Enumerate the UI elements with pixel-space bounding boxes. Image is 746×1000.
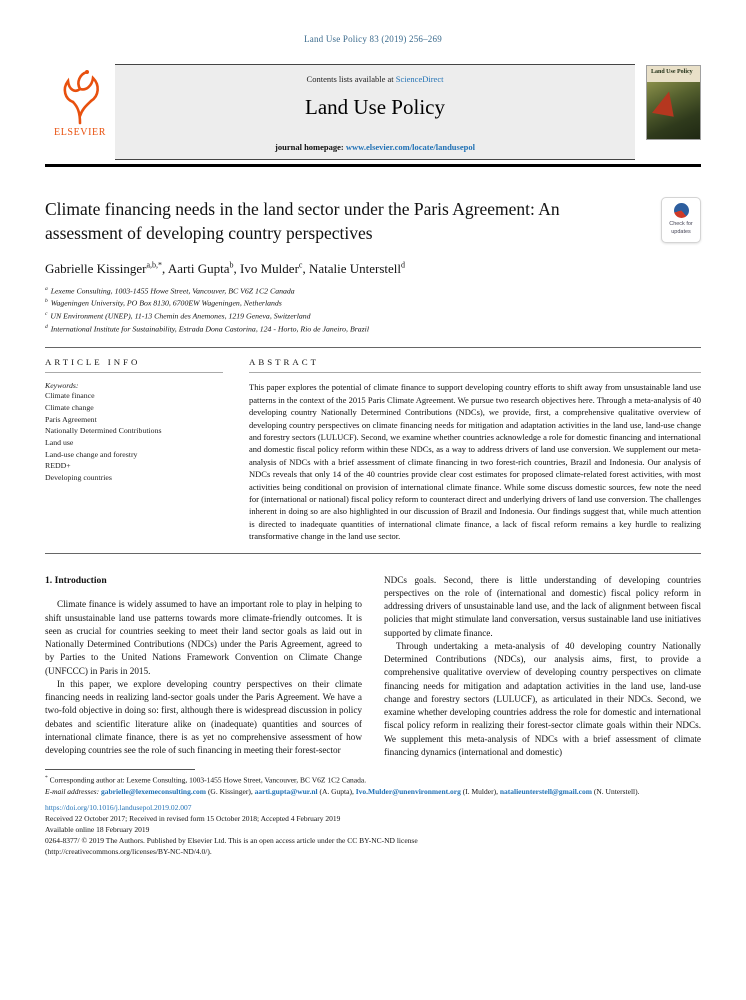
footnotes — [45, 769, 701, 797]
affiliation-list — [45, 285, 701, 336]
body-column-right — [384, 574, 701, 760]
license-line: (http://creativecommons.org/licenses/BY-NC-ND/4.0/). — [45, 846, 212, 856]
keyword: Paris Agreement — [45, 414, 97, 424]
author-list — [45, 260, 701, 276]
body-paragraph: In this paper, we explore developing country perspectives on their climate financing needs in realizing land-sector goals under the Paris Agreement. We have a two-fold objective in doing so: first, although there is widespread discussion in policy debates and scientific literature alike on (inadequate) quantities and sources of international climate finance, there is as yet no comprehensive assessment of how developing countries see the role of such financing in meeting their forest-sector — [45, 678, 362, 756]
body-column-left — [45, 574, 362, 760]
sciencedirect-link[interactable]: ScienceDirect — [395, 74, 444, 84]
check-for-updates-badge[interactable] — [661, 197, 701, 243]
elsevier-logo — [45, 64, 115, 160]
email-label: E-mail addresses: — [45, 786, 101, 796]
homepage-label: journal homepage: — [275, 142, 346, 152]
abstract-column — [249, 357, 701, 542]
author: Ivo Mulder$^c$, — [240, 260, 309, 276]
contents-prefix: Contents lists available at — [306, 74, 396, 84]
cover-title: Land Use Policy — [651, 69, 693, 75]
email-link[interactable]: Ivo.Mulder@unenvironment.org — [355, 786, 461, 796]
journal-cover-thumbnail[interactable] — [646, 65, 701, 140]
email-link[interactable]: gabrielle@lexemeconsulting.com — [100, 786, 207, 796]
journal-header — [45, 64, 701, 160]
affiliation: $^b$ Wageningen University, PO Box 8130, 6700EW Wageningen, Netherlands — [45, 298, 282, 308]
article-info-column — [45, 357, 223, 542]
affiliation: $^c$ UN Environment (UNEP), 11-13 Chemin des Anemones, 1219 Geneva, Switzerland — [45, 310, 311, 321]
journal-title: Land Use Policy — [305, 95, 445, 119]
author-affil-sup: a,b,* — [146, 260, 163, 270]
info-abstract-section — [45, 347, 701, 553]
abstract-heading: ABSTRACT — [249, 357, 701, 373]
elsevier-wordmark: ELSEVIER — [53, 127, 107, 138]
doi-link[interactable]: https://doi.org/10.1016/j.landusepol.2019.02.007 — [45, 803, 192, 813]
received-line: Received 22 October 2017; Received in revised form 15 October 2018; Accepted 4 February 2019 — [45, 813, 341, 823]
elsevier-tree-icon — [58, 69, 102, 125]
author: Aarti Gupta$^b$, — [167, 260, 241, 276]
title-row — [45, 197, 701, 245]
article-body — [45, 574, 701, 760]
footnote-rule — [45, 769, 195, 770]
body-paragraph: Through undertaking a meta-analysis of 40 developing country Nationally Determined Contributions (NDCs), our analysis aims, first, to provide a comprehensive qualitative overview of developing country perspectives on climate financing needs for mitigation and adaptation activities in the land use, land-use change and forestry sectors (LULUCF), as articulated in their NDCs. Second, we examine whether developing countries address the role for domestic and international fiscal policy reform in realizing their forest-sector climate goals within their NDCs. We supplement this meta-analysis of NDCs with a brief assessment of climate financing dynamics (international and domestic) — [384, 640, 701, 757]
keywords-label: Keywords: — [45, 381, 79, 391]
homepage-line — [115, 142, 635, 152]
contents-line — [115, 65, 635, 84]
article-info-heading: ARTICLE INFO — [45, 357, 223, 373]
body-paragraph: NDCs goals. Second, there is little understanding of developing countries perspectives on the role of (international and domestic) fiscal policy reform in addressing drivers of unsustainable land use, and the lack of alignment between fiscal policies that might stimulate land conversation, versus sustainable land use initiatives supported by climate finance. — [384, 574, 701, 638]
available-line: Available online 18 February 2019 — [45, 824, 150, 834]
journal-citation: Land Use Policy 83 (2019) 256–269 — [304, 34, 442, 44]
homepage-link[interactable]: www.elsevier.com/locate/landusepol — [345, 142, 475, 152]
author-affil-sup: c — [298, 260, 303, 270]
cover-column — [635, 64, 701, 160]
email-addresses-note: E-mail addresses: gabrielle@lexemeconsulting.com (G. Kissinger), aarti.gupta@wur.nl (A. Gupta), Ivo.Mulder@unenvironment.org (I. Mulder), natalieunterstell@gmail.com (N. Unterstell). — [45, 786, 640, 796]
author: Gabrielle Kissinger$^{a,b,*}$, — [45, 260, 168, 276]
check-badge-label: Check for updates — [669, 221, 693, 235]
author: Natalie Unterstell$^d$ — [308, 260, 406, 276]
keyword: REDD+ — [45, 461, 71, 471]
crossmark-icon — [674, 203, 689, 218]
article-meta-footer — [45, 803, 701, 857]
affiliation: $^d$ International Institute for Sustainability, Estrada Dona Castorina, 124 - Horto, Rio de Janeiro, Brazil — [45, 323, 370, 334]
abstract-text: This paper explores the potential of climate finance to support developing country efforts to shift away from unsustainable land use patterns in the context of the 2015 Paris Climate Agreement. We pursue two research objectives here. Through a meta-analysis of 40 developing country Nationally Determined Contributions (NDCs), we provide, first, a comprehensive qualitative overview of developing country perspectives on climate financing needs for mitigation and adaptation activities in the land use, land-use change and forestry sectors (LULUCF). Second, we examine whether countries acknowledge a role for domestic financing and international and domestic fiscal policy reform within these NDCs, as a way to address drivers of land use conversion. We supplement our meta-analysis of NDCs with a brief assessment of climate financing in two forest-rich countries, Brazil and Indonesia. Our analysis of NDCs reveals that only 14 of the 40 countries provide clear cost estimates for proposed climate-related forest activities, with most activities being conditional on provision of international climate finance. While some discuss domestic sources, few note the need for (international or national) fiscal policy reform to counteract direct and underlying drivers of land use conversion. The challenges inherent in doing so are also highlighted in our discussion of Brazil and Indonesia. Our findings suggest that, while much attention is directed to inadequate quantities of international climate finance, a lack of fiscal reform remains a key hurdle to realizing transformative change in the land use sector. — [249, 382, 701, 542]
keyword: Nationally Determined Contributions — [45, 426, 162, 436]
cover-art — [647, 82, 700, 139]
corresponding-author-note: * Corresponding author at: Lexeme Consulting, 1003-1455 Howe Street, Vancouver, BC V6Z 1C2 Canada. — [45, 775, 367, 785]
author-affil-sup: b — [229, 260, 234, 270]
doi-line — [45, 803, 701, 814]
keyword: Land-use change and forestry — [45, 449, 138, 459]
body-paragraph: Climate finance is widely assumed to have an important role to play in helping to shift unsustainable land use patterns towards more climate-friendly outcomes. It is seen as crucial for countries seeking to meet their land sector goals as laid out in Nationally Determined Contributions (NDCs) under the Paris Agreement, agreed to by Parties to the United Nations Framework Convention on Climate Change (UNFCCC) in Paris in 2015. — [45, 599, 362, 676]
email-link[interactable]: aarti.gupta@wur.nl — [254, 786, 318, 796]
keyword: Land use — [45, 438, 74, 448]
journal-masthead — [115, 64, 635, 160]
author-affil-sup: d — [401, 260, 406, 270]
keyword: Developing countries — [45, 473, 112, 483]
article-title: Climate financing needs in the land sector under the Paris Agreement: An assessment of developing country perspectives — [45, 199, 560, 244]
section-heading-introduction: 1. Introduction — [45, 574, 107, 586]
affiliation: $^a$ Lexeme Consulting, 1003-1455 Howe Street, Vancouver, BC V6Z 1C2 Canada — [45, 285, 295, 296]
email-link[interactable]: natalieunterstell@gmail.com — [499, 786, 593, 796]
header-rule — [45, 164, 701, 167]
keyword: Climate change — [45, 402, 94, 412]
keyword: Climate finance — [45, 391, 95, 401]
copyright-line: 0264-8377/ © 2019 The Authors. Published by Elsevier Ltd. This is an open access article under the CC BY-NC-ND license — [45, 835, 418, 845]
